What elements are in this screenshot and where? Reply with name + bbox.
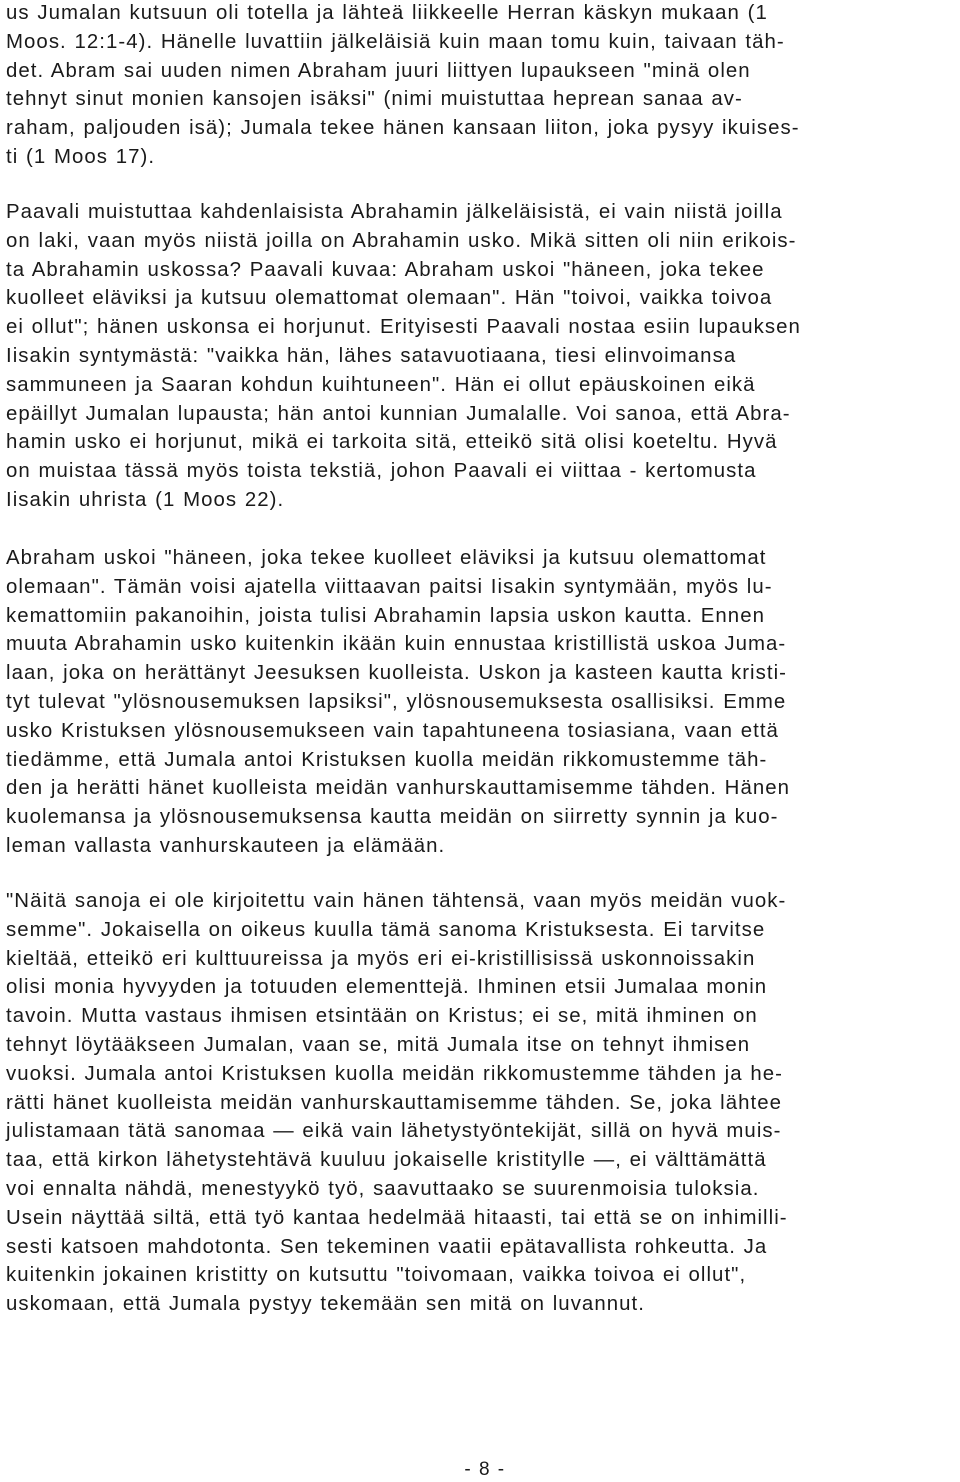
paragraph-for-our-sake: "Näitä sanoja ei ole kirjoitettu vain hänen tähtensä, vaan myös meidän vuok- semme". Jokaisella on oikeus kuulla tämä sanoma Kristuksesta. Ei tarvitse kieltää, etteikö eri kulttuureissa ja myös eri ei-kristillisissä uskonnoissakin olisi monia hyvyyden ja totuuden elementtejä. Ihminen etsii Jumalaa monin tavoin. Mutta vastaus ihmisen etsintään on Kristus; ei se, mitä ihminen on tehnyt löytääkseen Jumalan, vaan se, mitä Jumala itse on tehnyt ihmisen vuoksi. Jumala antoi Kristuksen kuolla meidän rikkomustemme tähden ja he- rätti hänet kuolleista meidän vanhurskauttamisemme tähden. Se, joka lähtee julistamaan tätä sanomaa — eikä vain lähetystyöntekijät, sillä on hyvä muis- taa, että kirkon lähetystehtävä kuuluu jokaiselle kristitylle —, ei välttämättä voi ennalta nähdä, menestyykö työ, saavuttaako se suurenmoisia tuloksia. Usein näyttää siltä, että työ kantaa hedelmää hitaasti, tai että se on inhimilli- sesti katsoen mahdotonta. Sen tekeminen vaatii epätavallista rohkeutta. Ja kuitenkin jokainen kristitty on kutsuttu "toivomaan, vaikka toivoa ei ollut", uskomaan, että Jumala pystyy tekemään sen mitä on luvannut. — [6, 890, 788, 1316]
paragraph-paul-descendants: Paavali muistuttaa kahdenlaisista Abrahamin jälkeläisistä, ei vain niistä joilla on laki, vaan myös niistä joilla on Abrahamin usko. Mikä sitten oli niin erikois- ta Abrahamin uskossa? Paavali kuvaa: Abraham uskoi "häneen, joka tekee kuolleet eläviksi ja kutsuu olemattomat olemaan". Hän "toivoi, vaikka toivoa ei ollut"; hänen uskonsa ei horjunut. Erityisesti Paavali nostaa esiin lupauksen Iisakin syntymästä: "vaikka hän, lähes satavuotiaana, tiesi elinvoimansa sammuneen ja Saaran kohdun kuihtuneen". Hän ei ollut epäuskoinen eikä epäillyt Jumalan lupausta; hän antoi kunnian Jumalalle. Voi sanoa, että Abra- hamin usko ei horjunut, mikä ei tarkoita sitä, etteikö sitä olisi koeteltu. Hyvä on muistaa tässä myös toista tekstiä, johon Paavali ei viittaa - kertomusta Iisakin uhrista (1 Moos 22). — [6, 201, 801, 511]
paragraph-resurrection-faith: Abraham uskoi "häneen, joka tekee kuolleet eläviksi ja kutsuu olemattomat olemaan". Tämän voisi ajatella viittaavan paitsi Iisakin syntymään, myös lu- kemattomiin pakanoihin, joista tulisi Abrahamin lapsia uskon kautta. Ennen muuta Abrahamin usko kuitenkin ikään kuin ennustaa kristillistä uskoa Juma- laan, joka on herättänyt Jeesuksen kuolleista. Uskon ja kasteen kautta kristi- tyt tulevat "ylösnousemuksen lapsiksi", ylösnousemuksesta osallisiksi. Emme usko Kristuksen ylösnousemukseen vain tapahtuneena tosiasiana, vaan että tiedämme, että Jumala antoi Kristuksen kuolla meidän rikkomustemme täh- den ja herätti hänet kuolleista meidän vanhurskauttamisemme tähden. Hänen kuolemansa ja ylösnousemuksensa kautta meidän on siirretty synnin ja kuo- leman vallasta vanhurskauteen ja elämään. — [6, 547, 791, 857]
page-number: - 8 - — [464, 1459, 506, 1480]
paragraph-abraham-call: us Jumalan kutsuun oli totella ja lähteä liikkeelle Herran käskyn mukaan (1 Moos. 12:1-4). Hänelle luvattiin jälkeläisiä kuin maan tomu kuin, taivaan täh- det. Abram sai uuden nimen Abraham juuri liittyen lupaukseen "minä olen tehnyt sinut monien kansojen isäksi" (nimi muistuttaa heprean sanaa av- raham, paljouden isä); Jumala tekee hänen kansaan liiton, joka pysyy ikuises- ti (1 Moos 17). — [6, 2, 800, 168]
